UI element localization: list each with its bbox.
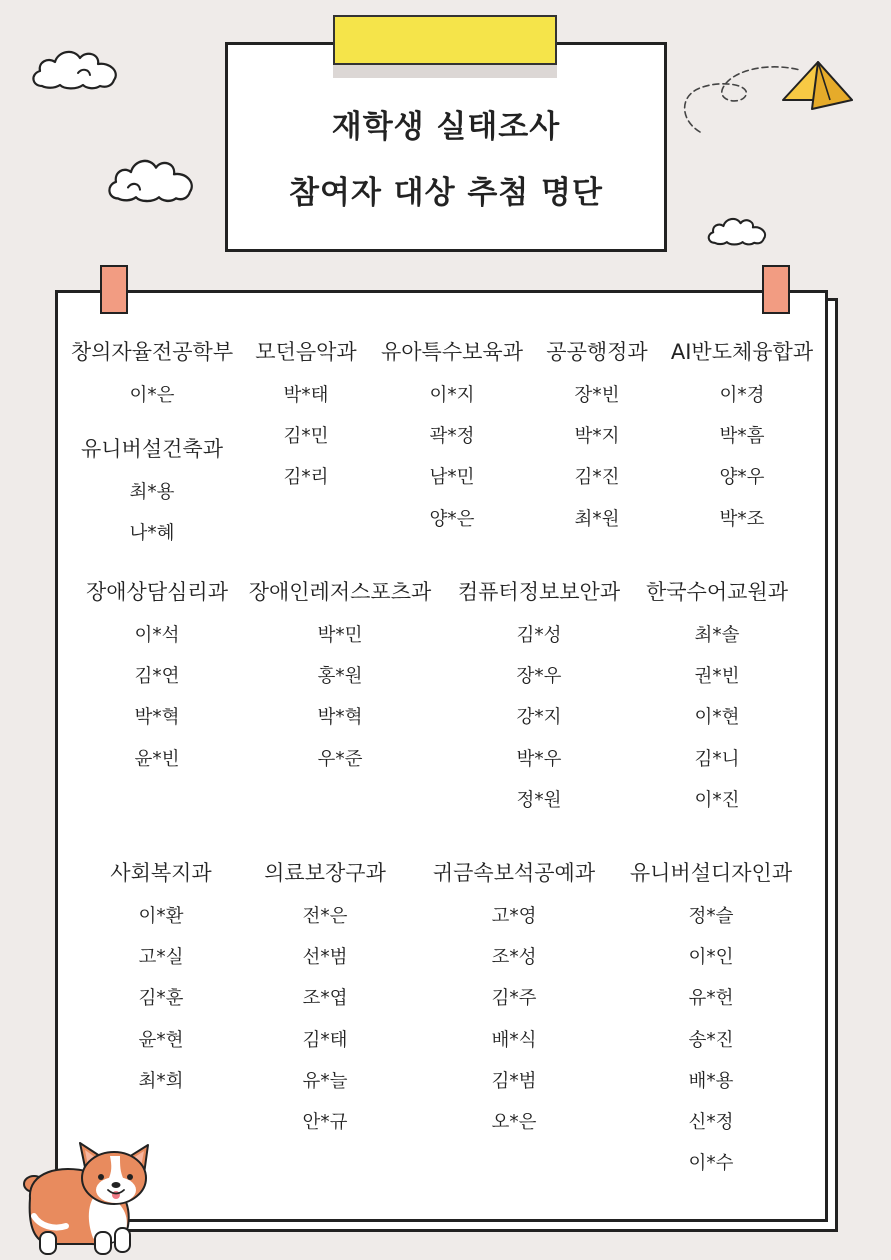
participant-name: 배*식 [491, 1029, 537, 1051]
participant-name: 이*환 [138, 906, 184, 927]
participant-name: 장*빈 [574, 385, 620, 406]
department-heading: 귀금속보석공예과 [432, 861, 596, 885]
department-heading: 장애상담심리과 [85, 580, 228, 604]
department-column [215, 850, 435, 1143]
participant-name: 이*인 [688, 947, 734, 969]
participant-name: 남*민 [429, 467, 475, 489]
department-heading: 유니버설디자인과 [629, 861, 793, 885]
participant-name: 오*은 [491, 1111, 537, 1133]
department-heading: 모던음악과 [255, 340, 357, 364]
cloud-icon [705, 212, 770, 247]
participant-name: 유*헌 [688, 988, 734, 1010]
participant-name: 박*태 [283, 385, 329, 406]
participant-name: 안*규 [302, 1111, 348, 1133]
participant-name: 박*지 [574, 426, 620, 448]
participant-name: 김*진 [574, 467, 620, 489]
pin [762, 265, 790, 314]
participant-name: 전*은 [302, 906, 348, 927]
participant-name: 김*훈 [138, 988, 184, 1010]
page-title-line-2: 참여자 대상 추첨 명단 [289, 175, 603, 211]
participant-name: 박*우 [516, 748, 562, 770]
participant-name: 김*연 [134, 666, 180, 688]
department-heading: 유아특수보육과 [380, 340, 523, 364]
participant-name: 신*정 [688, 1111, 734, 1133]
participant-name: 고*실 [138, 947, 184, 969]
department-column [607, 569, 827, 821]
participant-name: 김*범 [491, 1070, 537, 1092]
participant-name: 송*진 [688, 1029, 734, 1051]
participant-name: 김*민 [283, 426, 329, 448]
participant-name: 권*빈 [694, 666, 740, 688]
participant-name: 이*석 [134, 625, 180, 646]
participant-name: 장*우 [516, 666, 562, 688]
participant-name: 윤*현 [138, 1029, 184, 1051]
participant-name: 양*은 [429, 508, 475, 530]
participant-name: 고*영 [491, 906, 537, 927]
cloud-icon [28, 42, 123, 92]
participant-name: 박*조 [719, 508, 765, 530]
participant-name: 우*준 [317, 748, 363, 770]
participant-name: 배*용 [688, 1070, 734, 1092]
participant-name: 이*지 [429, 385, 475, 406]
participant-name: 선*범 [302, 947, 348, 969]
department-heading: 장애인레저스포츠과 [248, 580, 432, 604]
tape-shadow [333, 64, 557, 78]
participant-name: 나*혜 [129, 522, 175, 544]
participant-name: 최*원 [574, 508, 620, 530]
participant-name: 김*니 [694, 748, 740, 770]
participant-name: 홍*원 [317, 666, 363, 688]
participant-name: 조*성 [491, 947, 537, 969]
cloud-icon [104, 150, 199, 205]
department-heading: 의료보장구과 [264, 861, 386, 885]
participant-name: 최*용 [129, 481, 175, 503]
department-heading: 사회복지과 [110, 861, 212, 885]
department-column [632, 329, 852, 540]
participant-name: 이*현 [694, 707, 740, 729]
participant-name: 김*태 [302, 1029, 348, 1051]
participant-name: 최*희 [138, 1070, 184, 1092]
participant-name: 곽*정 [429, 426, 475, 448]
tape [333, 15, 557, 65]
pin [100, 265, 128, 314]
participant-name: 박*흠 [719, 426, 765, 448]
participant-name: 박*민 [317, 625, 363, 646]
department-heading: 컴퓨터정보보안과 [457, 580, 621, 604]
participant-name: 정*원 [516, 789, 562, 811]
participant-name: 유*늘 [302, 1070, 348, 1092]
department-heading: 유니버설건축과 [80, 436, 223, 461]
corgi-illustration [20, 1138, 155, 1258]
department-heading: AI반도체융합과 [670, 340, 814, 364]
participant-name: 윤*빈 [134, 748, 180, 770]
paper-plane-icon [675, 55, 860, 140]
participant-name: 김*주 [491, 988, 537, 1010]
participant-name: 이*은 [129, 385, 175, 406]
department-column [230, 569, 450, 780]
department-heading: 한국수어교원과 [645, 580, 788, 604]
participant-name: 김*성 [516, 625, 562, 646]
participant-name: 이*수 [688, 1153, 734, 1175]
participant-name: 최*솔 [694, 625, 740, 646]
participant-name: 양*우 [719, 467, 765, 489]
participant-name: 정*슬 [688, 906, 734, 927]
participant-name: 조*엽 [302, 988, 348, 1010]
department-column [404, 850, 624, 1143]
participant-name: 이*진 [694, 789, 740, 811]
participant-name: 박*혁 [134, 707, 180, 729]
participant-name: 강*지 [516, 707, 562, 729]
department-heading: 창의자율전공학부 [70, 340, 234, 364]
department-column [601, 850, 821, 1184]
participant-name: 이*경 [719, 385, 765, 406]
participant-name: 김*리 [283, 467, 329, 489]
participant-name: 박*혁 [317, 707, 363, 729]
department-heading: 공공행정과 [546, 340, 648, 364]
page-title-line-1: 재학생 실태조사 [331, 109, 561, 145]
